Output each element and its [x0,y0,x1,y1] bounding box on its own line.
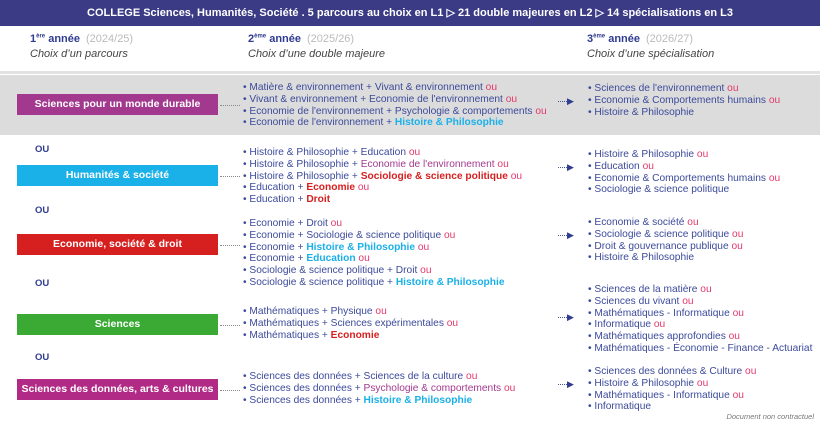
item-text: Economie de l'environnement + [249,117,395,129]
bullet: • [588,366,595,377]
bullet: • [588,217,595,228]
specialisation-item [588,83,780,95]
bullet: • [588,342,595,354]
item-text: Mathématiques approfondies [594,331,729,343]
bullet: • [243,93,250,105]
item-text: Mathématiques + [249,329,331,341]
or-text: ou [768,94,781,106]
parcours-button[interactable]: Sciences pour un monde durable [17,94,218,115]
or-text: ou [330,218,343,229]
bullet: • [588,83,595,94]
item-text: Economie de l'environnement + Psychologie & comportements [249,105,536,117]
specialisation-item [588,252,743,264]
item-text: Histoire & Philosophie + [249,158,361,170]
bullet: • [588,319,595,331]
year-1-heading [30,33,133,60]
bullet: • [243,329,250,341]
item-text: Informatique [594,319,654,331]
double-majeure-item [243,147,522,159]
item-text: Sociologie & science politique + [249,276,396,288]
or-label: OU [35,352,50,363]
item-text: Economie de l'environnement [360,158,498,170]
double-majeure-item [243,230,505,242]
specialisation-item [588,95,780,107]
bullet: • [243,194,250,206]
year-label: année [48,33,80,45]
or-text: ou [696,377,709,389]
or-text: ou [768,172,781,184]
connector-dots [220,105,240,106]
or-text: ou [653,319,666,331]
specialisation-item [588,390,756,402]
or-text: ou [535,105,547,117]
bullet: • [588,184,595,196]
year-dates: (2025/26) [307,33,355,45]
bullet: • [243,241,250,253]
bullet: • [588,252,595,264]
bullet: • [243,147,250,158]
bullet: • [243,371,250,382]
item-text: Education + [249,182,307,194]
bullet: • [588,377,595,389]
majeures-list [243,218,505,289]
arrow-right-icon: ·····▶ [557,230,573,240]
double-majeure-item [243,218,505,230]
item-text: Sociologie & science politique + Droit [249,265,421,277]
item-text: Education + [249,194,307,206]
or-text: ou [443,229,456,241]
bullet: • [588,389,595,401]
item-text: Psychologie & comportements [363,382,504,394]
bullet: • [243,82,250,93]
specialisation-item [588,217,743,229]
item-text: Mathématiques + Sciences expérimentales [249,317,447,329]
double-majeure-item [243,277,505,289]
or-text: ou [696,149,709,160]
item-text: Sciences de la matière [594,284,701,295]
year-subtitle: Choix d’une spécialisation [587,48,715,60]
item-text: Sociologie & science politique [594,184,730,196]
or-text: ou [417,241,430,253]
parcours-button[interactable]: Humanités & société [17,165,218,186]
year-2-heading [248,33,385,60]
item-text: Economie [306,182,358,194]
specialisation-item [588,241,743,253]
or-label: OU [35,278,50,289]
bullet: • [588,401,595,413]
year-number: 2 [248,33,255,45]
specialisation-item [588,229,743,241]
year-dates: (2026/27) [646,33,694,45]
arrow-right-icon: ·····▶ [557,96,573,106]
or-text: ou [446,317,459,329]
year-subtitle: Choix d’un parcours [30,48,128,60]
item-text: Sciences des données + [249,394,364,406]
or-text: ou [497,158,509,170]
item-text: Histoire & Philosophie + Education [249,147,409,158]
item-text: Droit [306,194,331,206]
bullet: • [588,307,595,319]
specialisation-item [588,366,756,378]
item-text: Economie & Comportements humains [594,172,769,184]
or-text: ou [510,170,523,182]
or-text: ou [687,217,699,228]
arrow-right-icon: ·····▶ [557,312,573,322]
bullet: • [588,149,595,160]
item-text: Histoire & Philosophie [394,117,504,129]
double-majeure-item [243,265,505,277]
specialisation-item [588,173,780,185]
year-number: 1 [30,33,37,45]
item-text: Economie + Sociologie & science politique [249,229,444,241]
bullet: • [243,382,250,394]
year-number: 3 [587,33,594,45]
item-text: Economie + [249,253,307,265]
or-label: OU [35,205,50,216]
double-majeure-item [243,182,522,194]
bullet: • [243,218,250,229]
item-text: Mathématiques - Informatique [594,307,733,319]
bullet: • [243,253,250,265]
double-majeure-item [243,242,505,254]
bullet: • [588,172,595,184]
specialisations-list [588,284,812,355]
or-text: ou [745,366,757,377]
item-text: Informatique [594,401,652,413]
year-sup: ère [36,33,46,40]
year-label: année [608,33,640,45]
majeures-list [243,306,458,341]
arrow-right-icon: ·····▶ [557,162,573,172]
connector-dots [220,176,240,177]
bullet: • [588,94,595,106]
double-majeure-item [243,330,458,342]
or-text: ou [700,284,712,295]
item-text: Sciences du vivant [594,295,683,307]
majeures-list [243,82,547,129]
bullet: • [243,170,250,182]
or-text: ou [728,331,740,343]
or-text: ou [732,228,744,240]
majeures-list [243,371,515,406]
majeures-list [243,147,522,206]
double-majeure-item [243,306,458,318]
specialisation-item [588,319,812,331]
bullet: • [588,106,595,118]
specialisation-item [588,378,756,390]
or-text: ou [505,93,518,105]
year-dates: (2024/25) [86,33,134,45]
bullet: • [243,276,250,288]
or-text: ou [682,295,694,307]
specialisation-item [588,161,780,173]
bullet: • [243,229,250,241]
bullet: • [243,317,250,329]
or-text: ou [732,307,744,319]
year-3-heading [587,33,714,60]
year-sup: ème [254,33,267,40]
year-sup: ème [593,33,606,40]
or-text: ou [466,371,478,382]
item-text: Economie [330,329,380,341]
or-text: ou [357,182,370,194]
bullet: • [588,160,595,172]
item-text: Mathématiques - Informatique [594,389,733,401]
double-majeure-item [243,171,522,183]
bullet: • [243,117,250,129]
parcours-button[interactable]: Sciences [17,314,218,335]
arrow-right-icon: ·····▶ [557,379,573,389]
item-text: Economie + [249,241,307,253]
item-text: Histoire & Philosophie [594,377,697,389]
bullet: • [243,306,250,317]
disclaimer: Document non contractuel [726,412,814,421]
header-banner: COLLEGE Sciences, Humanités, Société . 5 parcours au choix en L1 ▷ 21 double majeures en L2 ▷ 14 spécialisations en L3 [0,0,820,26]
connector-dots [220,390,240,391]
item-text: Histoire & Philosophie [363,394,473,406]
or-label: OU [35,144,50,155]
specialisation-item [588,107,780,119]
item-text: Droit & gouvernance publique [594,240,732,252]
parcours-button[interactable]: Sciences des données, arts & cultures [17,379,218,400]
specialisation-item [588,308,812,320]
bullet: • [588,240,595,252]
item-text: Economie & société [594,217,688,228]
bullet: • [243,265,250,277]
bullet: • [243,105,250,117]
item-text: Economie + Droit [249,218,331,229]
or-text: ou [727,83,739,94]
double-majeure-item [243,371,515,383]
double-majeure-item [243,383,515,395]
item-text: Sociologie & science politique [360,170,511,182]
double-majeure-item [243,94,547,106]
bullet: • [243,182,250,194]
item-text: Histoire & Philosophie [594,252,695,264]
item-text: Histoire & Philosophie [594,106,695,118]
item-text: Sciences des données + [249,382,364,394]
double-majeure-item [243,117,547,129]
year-label: année [269,33,301,45]
specialisations-list [588,217,743,264]
bullet: • [243,158,250,170]
specialisation-item [588,331,812,343]
divider [0,71,820,74]
specialisation-item [588,284,812,296]
item-text: Histoire & Philosophie + [249,170,361,182]
or-text: ou [732,389,744,401]
item-text: Matière & environnement + Vivant & environnement [249,82,486,93]
specialisations-list [588,149,780,196]
specialisation-item [588,343,812,355]
item-text: Sciences des données & Culture [594,366,746,377]
double-majeure-item [243,194,522,206]
double-majeure-item [243,106,547,118]
or-text: ou [485,82,497,93]
or-text: ou [731,240,743,252]
or-text: ou [420,265,432,277]
item-text: Histoire & Philosophie [395,276,505,288]
bullet: • [243,394,250,406]
specialisation-item [588,184,780,196]
item-text: Sciences des données + Sciences de la culture [249,371,467,382]
item-text: Histoire & Philosophie [594,149,697,160]
or-text: ou [375,306,387,317]
double-majeure-item [243,318,458,330]
parcours-button[interactable]: Economie, société & droit [17,234,218,255]
item-text: Education [594,160,643,172]
bullet: • [588,295,595,307]
item-text: Histoire & Philosophie [306,241,418,253]
specialisation-item [588,149,780,161]
item-text: Mathématiques + Physique [249,306,376,317]
bullet: • [588,228,595,240]
item-text: Mathématiques - Économie - Finance - Actuariat [594,342,813,354]
item-text: Economie & Comportements humains [594,94,769,106]
double-majeure-item [243,82,547,94]
or-text: ou [503,382,516,394]
year-subtitle: Choix d’une double majeure [248,48,385,60]
item-text: Sciences de l'environnement [594,83,728,94]
specialisation-item [588,296,812,308]
double-majeure-item [243,253,505,265]
connector-dots [220,245,240,246]
or-text: ou [408,147,421,158]
or-text: ou [358,253,370,265]
bullet: • [588,284,595,295]
item-text: Sociologie & science politique [594,228,733,240]
specialisations-list [588,83,780,118]
item-text: Education [306,253,359,265]
bullet: • [588,331,595,343]
specialisations-list [588,366,756,413]
or-text: ou [642,160,654,172]
double-majeure-item [243,159,522,171]
connector-dots [220,325,240,326]
double-majeure-item [243,395,515,407]
item-text: Vivant & environnement + Economie de l'environnement [249,93,506,105]
